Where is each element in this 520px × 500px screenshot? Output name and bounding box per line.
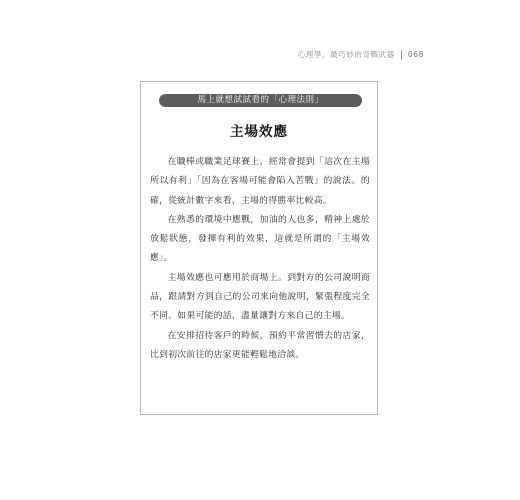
paragraph-2: 在熟悉的環境中應戰，加油的人也多，精神上處於放鬆狀態，發揮有利的效果，這就是所謂的「主場效應」。 [150,214,370,264]
sidebar-box [140,81,378,415]
box-body [150,153,370,365]
box-title: 主場效應 [230,124,288,140]
running-header [298,49,424,60]
paragraph-4: 在安排招待客戶的時候，預約平常習慣去的店家，比到初次前往的店家更能輕鬆地洽談。 [150,330,370,360]
header-divider [401,50,402,60]
paragraph-3: 主場效應也可應用於商場上。到對方的公司說明商品，跟請對方到自己的公司來向他說明，緊張程度完全不同。如果可能的話，盡量讓對方來自己的主場。 [150,272,370,322]
box-banner: 馬上就想試試看的「心理法則」 [159,94,362,107]
page-number: 068 [407,50,424,59]
running-title: 心理學，最巧妙的奇戰武器 [297,50,395,59]
paragraph-1: 在職棒或職業足球賽上，經常會提到「這次在主場所以有利」「因為在客場可能會陷入苦戰」的說法。的確，從統計數字來看，主場的得勝率比較高。 [150,157,370,206]
